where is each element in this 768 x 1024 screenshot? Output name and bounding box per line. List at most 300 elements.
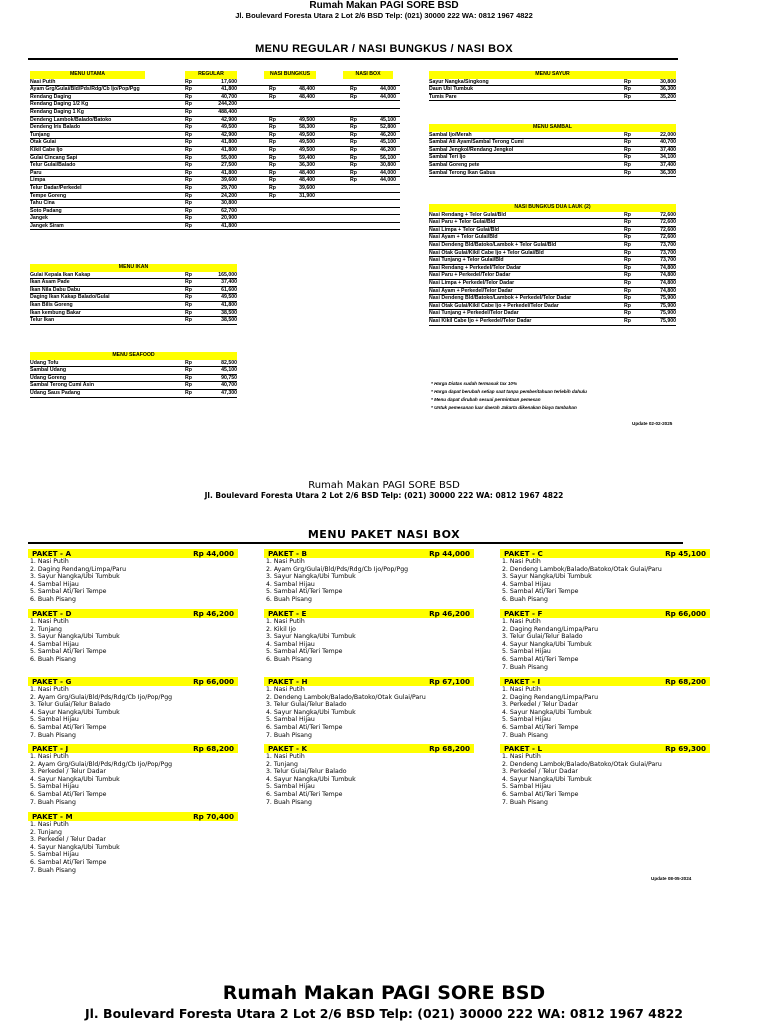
nasi-box-price: 44,000 [380,169,396,176]
currency: Rp [185,124,192,131]
item-price: 72,600 [660,226,676,233]
currency: Rp [185,309,192,316]
item-price: 75,900 [660,295,676,302]
package-item: 6. Buah Pisang [30,595,76,603]
item-name: Nasi Limpa + Telor Gulai/Bld [429,226,500,233]
package-price: Rp 45,100 [665,549,706,558]
main-menu-header [30,71,400,79]
table-row [30,302,237,310]
package-item: 3. Sayur Nangka/Ubi Tumbuk [266,633,356,641]
package-item: 5. Sambal Ati/Teri Tempe [266,588,343,596]
package-header [500,609,710,618]
package-card [500,609,710,671]
currency [350,215,368,222]
item-name: Telur Ikan [30,317,55,324]
package-item: 4. Sambal Hijau [30,580,79,588]
item-price: 61,600 [221,286,237,293]
package-price: Rp 46,200 [429,609,470,618]
item-name: Nasi Ayam + Telor Gulai/Bld [429,234,498,241]
currency: Rp [624,257,631,264]
table-row [30,177,400,185]
package-card [264,549,474,604]
table-row [30,162,400,170]
currency: Rp [185,301,192,308]
currency: Rp [350,177,357,184]
currency: Rp [269,93,276,100]
package-item: 6. Buah Pisang [30,655,76,663]
currency: Rp [624,234,631,241]
package-item: 5. Sambal Ati/Teri Tempe [30,648,107,656]
item-name: Limpa [30,177,46,184]
item-name: Sambal Jengkol/Rendang Jengkol [429,146,514,153]
package-item: 7. Buah Pisang [502,663,548,671]
package-item: 7. Buah Pisang [266,731,312,739]
currency: Rp [185,317,192,324]
currency [269,79,287,86]
package-item: 3. Sayur Nangka/Ubi Tumbuk [502,573,592,581]
currency: Rp [350,146,357,153]
item-price: 74,800 [660,279,676,286]
nasi-bungkus-price: 49,500 [299,116,315,123]
currency: Rp [185,389,192,396]
item-name: Otak Gulai [30,139,56,146]
package-price: Rp 67,100 [429,677,470,686]
currency: Rp [269,131,276,138]
regular-price: 39,600 [221,177,237,184]
package-item: 5. Sambal Hijau [266,716,315,724]
currency: Rp [185,359,192,366]
currency: Rp [624,279,631,286]
regular-price: 41,800 [221,139,237,146]
regular-price: 62,700 [221,207,237,214]
currency: Rp [350,169,357,176]
nasi-bungkus-price [287,109,315,116]
page3-title: Rumah Makan PAGI SORE BSD [222,982,546,1004]
package-item: 3. Perkedel / Telur Dadar [30,836,106,844]
item-name: Nasi Putih [30,78,56,85]
currency: Rp [269,116,276,123]
currency: Rp [624,226,631,233]
item-price: 38,500 [221,309,237,316]
currency: Rp [624,139,631,146]
nasi-box-price: 30,800 [380,162,396,169]
item-name: Nasi Tunjang + Perkedel/Telor Dadar [429,310,519,317]
regular-price: 29,700 [221,184,237,191]
package-item: 6. Sambal Ati/Teri Tempe [502,790,579,798]
package-item: 1. Nasi Putih [30,558,69,565]
item-name: Soto Padang [30,207,62,214]
package-name: PAKET - I [504,677,541,686]
package-item: 3. Telur Gulai/Telur Balado [502,633,583,641]
currency: Rp [185,93,192,100]
regular-price: 17,600 [221,78,237,85]
item-price: 22,000 [660,131,676,138]
package-item: 1. Nasi Putih [30,821,69,828]
item-name: Sambal Teri Ijo [429,154,466,161]
package-header [264,609,474,618]
currency: Rp [269,154,276,161]
package-item: 3. Perkedel / Telur Dadar [30,768,106,776]
item-price: 72,600 [660,219,676,226]
page2-title-rule [28,542,683,544]
item-price: 73,700 [660,249,676,256]
item-name: Telur Gulai/Balado [30,162,76,169]
item-price: 90,750 [221,374,237,381]
item-name: Sambal Goreng pete [429,161,480,168]
package-card [264,744,474,806]
currency: Rp [185,78,192,85]
package-item: 5. Sambal Hijau [30,783,79,791]
nasi-bungkus-price: 48,400 [299,93,315,100]
currency: Rp [185,382,192,389]
table-row [30,155,400,163]
table-row [429,132,676,140]
currency [350,101,368,108]
currency: Rp [624,154,631,161]
item-name: Telur Dadar/Perkedel [30,184,82,191]
item-name: Ikan kembung Bakar [30,309,81,316]
page1-title-rule [28,58,678,60]
nasi-bungkus-price: 31,900 [299,192,315,199]
currency: Rp [269,192,276,199]
currency: Rp [269,177,276,184]
regular-price: 42,900 [221,131,237,138]
item-name: Nasi Tunjang + Telor Gulai/Bld [429,257,504,264]
table-row [30,101,400,109]
regular-price: 41,800 [221,146,237,153]
currency: Rp [185,374,192,381]
nasi-box-price: 52,800 [380,124,396,131]
item-name: Udang Tofu [30,359,59,366]
item-price: 40,700 [660,139,676,146]
page2-subtitle: Jl. Boulevard Foresta Utara 2 Lot 2/6 BSD Telp: (021) 30000 222 WA: 0812 1967 4822 [204,491,564,500]
package-header [28,744,238,753]
currency: Rp [185,101,192,108]
item-name: Nasi Paru + Telor Gulai/Bld [429,219,496,226]
menu-ikan-header: MENU IKAN [30,264,237,272]
package-item: 1. Nasi Putih [266,618,305,625]
table-row [429,234,676,242]
item-price: 45,100 [221,367,237,374]
currency [269,109,287,116]
regular-price: 488,400 [218,108,237,115]
package-item: 7. Buah Pisang [502,731,548,739]
package-item: 3. Sayur Nangka/Ubi Tumbuk [30,573,120,581]
item-price: 75,900 [660,310,676,317]
currency: Rp [624,317,631,324]
item-name: Nasi Kikil Cabe Ijo + Perkedel/Telor Dadar [429,317,532,324]
nasi-box-price [368,193,396,200]
item-price: 75,900 [660,317,676,324]
nasi-box-price [368,101,396,108]
item-name: Paru [30,169,42,176]
package-item: 6. Buah Pisang [266,655,312,663]
nasi-bungkus-price: 48,400 [299,177,315,184]
item-name: Ikan Bilis Goreng [30,301,73,308]
page3-subtitle: Jl. Boulevard Foresta Utara 2 Lot 2/6 BSD Telp: (021) 30000 222 WA: 0812 1967 4822 [85,1006,683,1021]
menu-sambal-header: MENU SAMBAL [429,124,676,132]
package-name: PAKET - L [504,744,543,753]
package-card [264,677,474,739]
nasi-bungkus-price [287,208,315,215]
nasi-box-price: 44,000 [380,93,396,100]
currency: Rp [185,294,192,301]
nasi-box-price [368,109,396,116]
package-card [500,744,710,806]
nasi-bungkus-price [287,200,315,207]
item-price: 72,600 [660,234,676,241]
currency: Rp [624,241,631,248]
item-name: Kikil Cabe Ijo [30,146,63,153]
package-item: 5. Sambal Hijau [502,783,551,791]
table-row [30,367,237,375]
table-row [429,272,676,280]
item-price: 75,900 [660,302,676,309]
currency [269,101,287,108]
package-header [500,744,710,753]
nasi-bungkus-price: 48,400 [299,86,315,93]
package-item: 2. Daging Rendang/Limpa/Paru [30,565,126,573]
item-price: 34,100 [660,154,676,161]
regular-price: 40,700 [221,93,237,100]
item-price: 73,700 [660,257,676,264]
package-item: 1. Nasi Putih [30,686,69,693]
item-name: Tumis Pare [429,93,457,100]
table-row [429,265,676,273]
table-row [429,227,676,235]
item-name: Nasi Dendeng Bld/Batoko/Lambok + Telor Gulai/Bld [429,241,557,248]
package-item: 4. Sayur Nangka/Ubi Tumbuk [266,775,356,783]
currency: Rp [624,272,631,279]
table-row [429,162,676,170]
package-price: Rp 46,200 [193,609,234,618]
package-item: 1. Nasi Putih [266,686,305,693]
package-item: 5. Sambal Hijau [30,716,79,724]
table-row [30,94,400,102]
item-price: 37,400 [221,279,237,286]
package-item: 1. Nasi Putih [30,618,69,625]
currency: Rp [269,124,276,131]
table-row [30,360,237,368]
currency: Rp [269,162,276,169]
currency: Rp [185,192,192,199]
table-row [30,208,400,216]
note-item: * Harga Diatas sudah termasuk tax 10% [431,381,518,386]
package-header [500,549,710,558]
currency: Rp [350,154,357,161]
main-menu-table [30,71,400,230]
menu-seafood-header: MENU SEAFOOD [30,352,237,360]
package-item: 4. Sayur Nangka/Ubi Tumbuk [30,775,120,783]
table-row [30,200,400,208]
nasi-box-price: 46,200 [380,131,396,138]
page1-notes [431,380,587,412]
table-row [30,185,400,193]
currency: Rp [185,131,192,138]
regular-price: 49,500 [221,124,237,131]
currency: Rp [624,302,631,309]
regular-price: 55,000 [221,154,237,161]
package-item: 5. Sambal Hijau [502,648,551,656]
currency: Rp [269,139,276,146]
item-name: Sambal Ati Ayam/Sambal Terong Cumi [429,139,524,146]
table-row [429,170,676,178]
table-row [429,250,676,258]
menu-sayur-header: MENU SAYUR [429,71,676,79]
regular-price: 41,800 [221,86,237,93]
item-name: Daging Ikan Kakap Balado/Gulai [30,294,110,301]
package-name: PAKET - F [504,609,543,618]
item-name: Tunjang [30,131,50,138]
package-card [28,812,238,874]
item-price: 41,800 [221,301,237,308]
item-price: 165,000 [218,271,237,278]
table-row [429,295,676,303]
regular-price: 27,500 [221,162,237,169]
table-row [30,139,400,147]
currency: Rp [350,131,357,138]
ikan-menu-rows [30,272,237,325]
currency: Rp [624,86,631,93]
package-item: 2. Tunjang [266,760,298,768]
regular-price: 24,200 [221,192,237,199]
nasi-box-header: NASI BOX [343,71,393,79]
currency: Rp [624,211,631,218]
item-name: Ikan Nila Dabu Dabu [30,286,81,293]
package-card [28,549,238,604]
package-header [28,812,238,821]
package-item: 1. Nasi Putih [266,558,305,565]
currency: Rp [185,286,192,293]
nasi-box-price: 44,000 [380,86,396,93]
nasi-box-price [368,215,396,222]
package-name: PAKET - H [268,677,308,686]
table-row [30,132,400,140]
nasi-box-price [368,185,396,192]
package-item: 4. Sambal Hijau [266,580,315,588]
table-row [429,212,676,220]
table-row [30,147,400,155]
sayur-menu-rows [429,79,676,102]
item-name: Daun Ubi Tumbuk [429,86,473,93]
item-price: 30,800 [660,78,676,85]
item-name: Dendeng Iris Balado [30,124,81,131]
table-row [30,310,237,318]
currency: Rp [624,295,631,302]
regular-price: 42,900 [221,116,237,123]
item-name: Nasi Limpa + Perkedel/Telor Dadar [429,279,515,286]
package-name: PAKET - M [32,812,73,821]
item-name: Sambal Udang [30,367,67,374]
package-card [28,609,238,664]
regular-price: 244,200 [218,101,237,108]
item-name: Nasi Rendang + Perkedel/Telor Dadar [429,264,522,271]
package-item: 7. Buah Pisang [30,798,76,806]
ikan-menu-table [30,264,237,325]
package-name: PAKET - A [32,549,72,558]
currency [350,185,368,192]
currency: Rp [185,184,192,191]
currency: Rp [269,146,276,153]
note-item: * Menu dapat dirubah sesuai permintaan pemesan [431,397,541,402]
package-item: 4. Sayur Nangka/Ubi Tumbuk [502,708,592,716]
package-price: Rp 44,000 [429,549,470,558]
currency: Rp [185,271,192,278]
currency: Rp [185,207,192,214]
note-item: * Harga dapat berubah setiap saat tanpa pemberitahuan terlebih dahulu [431,389,587,394]
package-item: 1. Nasi Putih [502,686,541,693]
dua-lauk-header: NASI BUNGKUS DUA LAUK (2) [429,204,676,212]
package-item: 4. Sayur Nangka/Ubi Tumbuk [30,708,120,716]
package-price: Rp 66,000 [193,677,234,686]
regular-price: 30,800 [221,200,237,207]
package-item: 4. Sambal Hijau [266,640,315,648]
package-item: 6. Sambal Ati/Teri Tempe [266,723,343,731]
package-item: 2. Dendeng Lambok/Balado/Batoko/Otak Gulai/Paru [502,760,662,768]
currency: Rp [269,86,276,93]
nasi-box-price: 45,100 [380,139,396,146]
nasi-bungkus-price: 48,400 [299,169,315,176]
item-price: 40,700 [221,382,237,389]
package-item: 1. Nasi Putih [502,618,541,625]
currency: Rp [624,93,631,100]
package-item: 5. Sambal Hijau [266,783,315,791]
currency: Rp [624,169,631,176]
currency [350,79,368,86]
item-name: Udang Saus Padang [30,389,81,396]
currency: Rp [350,86,357,93]
package-price: Rp 70,400 [193,812,234,821]
package-name: PAKET - J [32,744,69,753]
package-name: PAKET - G [32,677,72,686]
package-item: 6. Sambal Ati/Teri Tempe [30,723,107,731]
package-item: 5. Sambal Hijau [502,716,551,724]
package-name: PAKET - C [504,549,543,558]
currency: Rp [350,93,357,100]
package-item: 5. Sambal Ati/Teri Tempe [502,588,579,596]
item-price: 38,500 [221,317,237,324]
item-name: Udang Goreng [30,374,67,381]
page2-title: Rumah Makan PAGI SORE BSD [308,480,460,491]
item-price: 47,300 [221,389,237,396]
package-item: 2. Daging Rendang/Limpa/Paru [502,625,598,633]
item-price: 36,300 [660,86,676,93]
item-price: 74,800 [660,287,676,294]
package-header [264,744,474,753]
item-name: Rendang Daging 1/2 Kg [30,101,89,108]
nasi-bungkus-price: 49,500 [299,131,315,138]
currency: Rp [350,162,357,169]
item-price: 49,500 [221,294,237,301]
package-header [264,677,474,686]
main-menu-rows [30,79,400,231]
nasi-bungkus-price: 36,300 [299,162,315,169]
table-row [30,272,237,280]
package-item: 5. Sambal Hijau [30,851,79,859]
table-row [30,193,400,201]
package-item: 4. Sambal Hijau [502,580,551,588]
nasi-bungkus-price [287,101,315,108]
nasi-box-price [368,79,396,86]
regular-header: REGULAR [185,71,237,79]
item-name: Nasi Otak Gulai/Kikil Cabe Ijo + Perkedel/Telor Dadar [429,302,559,309]
package-item: 3. Perkedel / Telur Dadar [502,701,578,709]
nasi-bungkus-price: 49,500 [299,139,315,146]
item-name: Ikan Asam Pade [30,279,70,286]
package-item: 1. Nasi Putih [266,753,305,760]
package-item: 3. Telur Gulai/Telur Balado [266,768,347,776]
seafood-menu-table [30,352,237,398]
